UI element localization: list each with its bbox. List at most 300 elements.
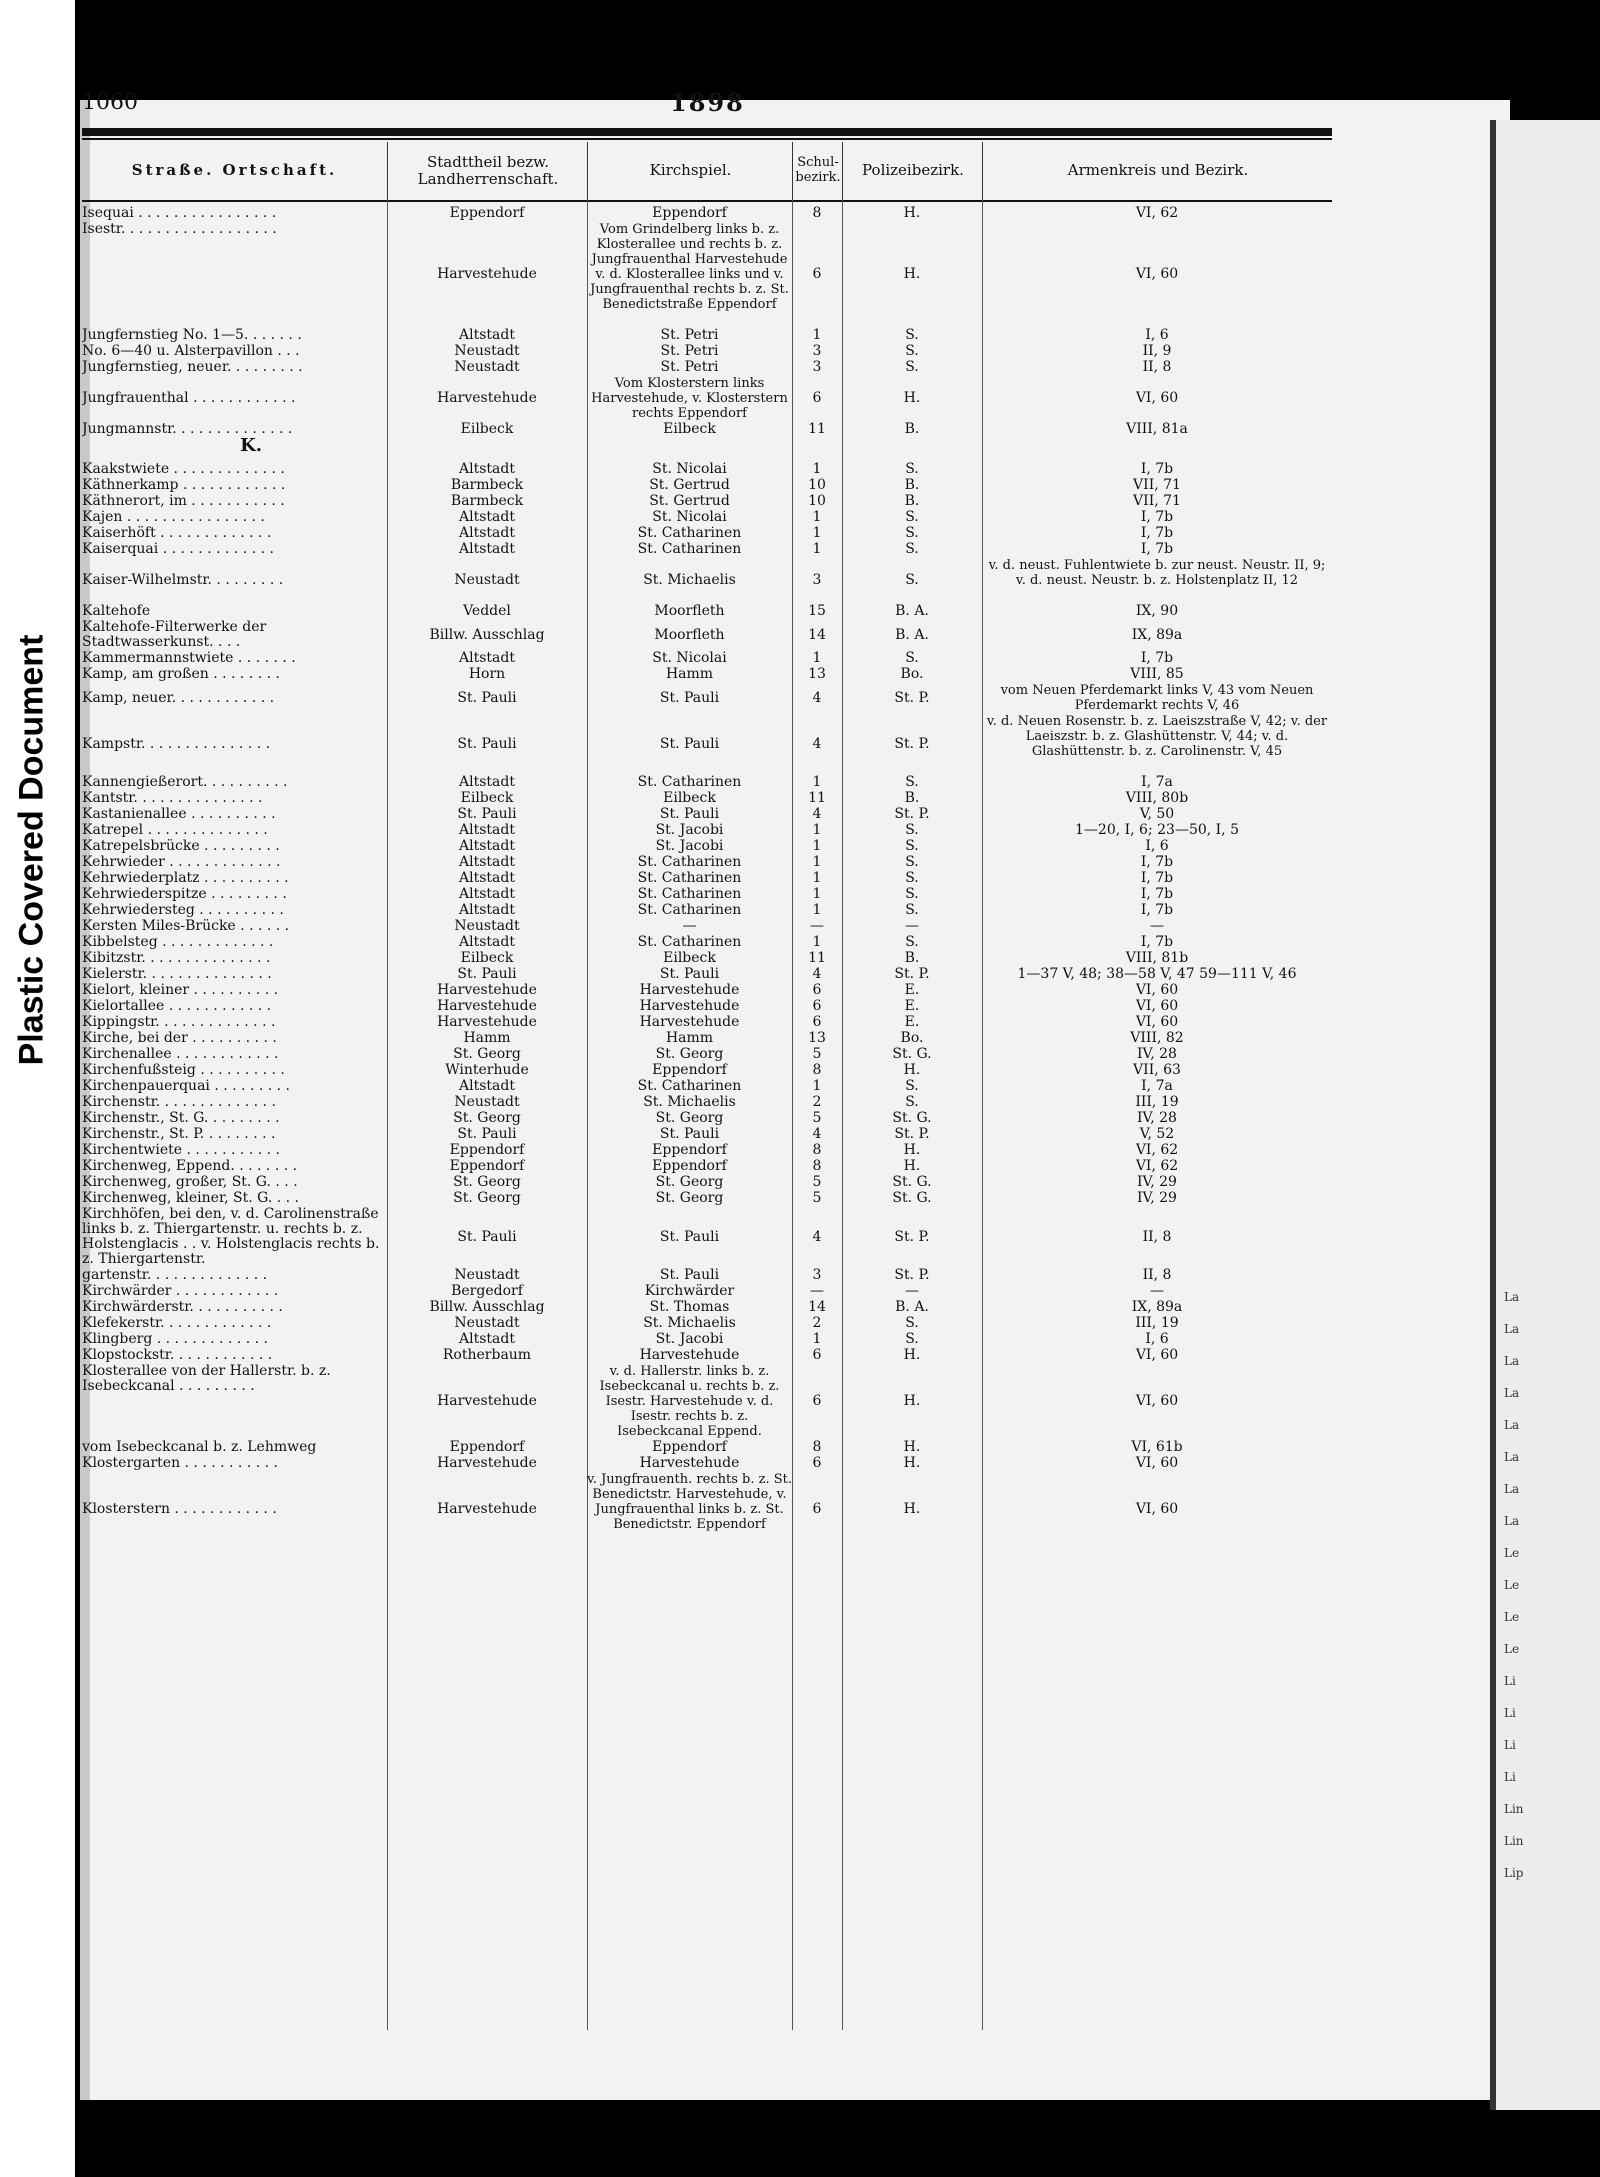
cell-school: 3 xyxy=(812,573,822,588)
cell-school: 8 xyxy=(812,1063,822,1078)
cell-poor: IV, 29 xyxy=(1137,1191,1177,1206)
section-letter xyxy=(82,438,1332,460)
table-row xyxy=(82,526,1332,541)
table-row xyxy=(82,1364,1332,1439)
cell-police: St. P. xyxy=(894,1229,930,1245)
cell-street: Käthnerort, im . . . . . . . . . . . xyxy=(82,494,285,509)
cell-street: Kielort, kleiner . . . . . . . . . . xyxy=(82,983,279,998)
cell-police: B. xyxy=(904,478,920,493)
cell-school: 1 xyxy=(812,839,822,854)
cell-poor: IX, 90 xyxy=(1135,604,1179,619)
cell-police: S. xyxy=(905,510,919,525)
cell-police: B. A. xyxy=(895,627,929,643)
cell-police: St. P. xyxy=(894,967,930,982)
table-row xyxy=(82,887,1332,902)
cell-street: Kirchenweg, Eppend. . . . . . . . xyxy=(82,1159,298,1174)
cell-street: Kirchenweg, kleiner, St. G. . . . xyxy=(82,1191,299,1206)
cell-district: Eilbeck xyxy=(460,422,514,437)
adjacent-page-fragment: Le xyxy=(1504,1642,1520,1656)
cell-district: Altstadt xyxy=(459,651,515,666)
cell-street: Kaltehofe-Filterwerke der Stadtwasserkunst. . . . xyxy=(82,620,267,650)
table-row xyxy=(82,1300,1332,1315)
adjacent-page-fragment: Lip xyxy=(1504,1866,1524,1880)
cell-police: E. xyxy=(904,983,920,998)
cell-district: Eilbeck xyxy=(460,951,514,966)
cell-parish: Harvestehude xyxy=(639,983,740,998)
cell-police: St. P. xyxy=(894,1268,930,1283)
cell-poor: 1—20, I, 6; 23—50, I, 5 xyxy=(1075,823,1239,838)
cell-parish: St. Pauli xyxy=(659,1268,720,1283)
cell-district: Barmbeck xyxy=(450,494,524,509)
cell-poor: VIII, 82 xyxy=(1130,1031,1184,1046)
cell-poor: v. d. neust. Fuhlentwiete b. zur neust. Neustr. II, 9; v. d. neust. Neustr. b. z. Holstenplatz II, 12 xyxy=(988,558,1326,588)
cell-poor: II, 9 xyxy=(1142,344,1172,359)
cell-police: S. xyxy=(905,1316,919,1331)
cell-poor: VI, 60 xyxy=(1135,267,1179,282)
cell-police: B. A. xyxy=(895,1300,929,1315)
table-row xyxy=(82,1079,1332,1094)
cell-poor: III, 19 xyxy=(1135,1095,1179,1110)
cell-street: Klopstockstr. . . . . . . . . . . . xyxy=(82,1348,273,1363)
cell-police: B. xyxy=(904,422,920,437)
cell-parish: St. Jacobi xyxy=(655,1332,724,1347)
cell-school: 8 xyxy=(812,206,822,221)
cell-school: 3 xyxy=(812,360,822,375)
table-row xyxy=(82,807,1332,822)
adjacent-page-fragment: Li xyxy=(1504,1738,1516,1752)
cell-street: Kastanienallee . . . . . . . . . . xyxy=(82,807,276,822)
table-row xyxy=(82,1015,1332,1030)
cell-street: Kamp, neuer. . . . . . . . . . . . xyxy=(82,690,275,706)
cell-street: Kehrwiederspitze . . . . . . . . . xyxy=(82,887,287,902)
cell-school: 8 xyxy=(812,1440,822,1455)
cell-district: St. Georg xyxy=(453,1175,521,1190)
cell-district: Altstadt xyxy=(459,462,515,477)
cell-police: S. xyxy=(905,903,919,918)
cell-street: Kaakstwiete . . . . . . . . . . . . . xyxy=(82,462,285,477)
cell-school: 6 xyxy=(812,999,822,1014)
header-rule xyxy=(82,128,1332,136)
cell-school: 1 xyxy=(812,775,822,790)
cell-poor: VI, 60 xyxy=(1135,1456,1179,1471)
table-row xyxy=(82,839,1332,854)
cell-school: 1 xyxy=(812,462,822,477)
cell-parish: St. Nicolai xyxy=(652,510,727,525)
cell-school: 13 xyxy=(808,1031,826,1046)
cell-police: S. xyxy=(905,887,919,902)
adjacent-page-fragment: Le xyxy=(1504,1578,1520,1592)
cell-poor: I, 7b xyxy=(1140,887,1174,902)
cell-poor: VI, 62 xyxy=(1135,206,1179,221)
cell-district: Altstadt xyxy=(459,1332,515,1347)
cell-street: Kajen . . . . . . . . . . . . . . . . xyxy=(82,510,265,525)
cell-school: 10 xyxy=(808,494,826,509)
cell-parish: St. Gertrud xyxy=(649,478,730,493)
cell-poor: I, 7b xyxy=(1140,542,1174,557)
cell-street: Klosterstern . . . . . . . . . . . . xyxy=(82,1502,277,1517)
cell-parish: Eppendorf xyxy=(652,1159,727,1174)
table-row xyxy=(82,478,1332,493)
cell-police: St. G. xyxy=(892,1191,932,1206)
cell-parish: Kirchwärder xyxy=(644,1284,735,1299)
cell-poor: v. d. Neuen Rosenstr. b. z. Laeiszstraße V, 42; v. der Laeiszstr. b. z. Glashüttenstr. V, 44; v. d. Glashüttenstr. b. z. Carolinenstr. V, 45 xyxy=(986,714,1328,759)
cell-district: Veddel xyxy=(463,604,511,619)
cell-police: S. xyxy=(905,1332,919,1347)
cell-district: Altstadt xyxy=(459,871,515,886)
cell-school: 1 xyxy=(812,542,822,557)
cell-police: H. xyxy=(903,206,921,221)
cell-school: 11 xyxy=(808,791,826,806)
table-row xyxy=(82,1284,1332,1299)
table-row xyxy=(82,1268,1332,1283)
cell-parish: St. Catharinen xyxy=(637,903,742,918)
adjacent-page-fragment: Li xyxy=(1504,1770,1516,1784)
cell-parish: St. Michaelis xyxy=(643,1316,736,1331)
cell-district: Harvestehude xyxy=(437,391,537,406)
cell-school: 13 xyxy=(808,667,826,682)
cell-school: 5 xyxy=(812,1047,822,1062)
cell-poor: I, 7b xyxy=(1140,871,1174,886)
cell-street: Kehrwieder . . . . . . . . . . . . . xyxy=(82,855,281,870)
cell-district: Neustadt xyxy=(454,1316,520,1331)
cell-parish: Eppendorf xyxy=(652,1440,727,1455)
cell-police: Bo. xyxy=(900,1031,924,1046)
cell-district: Harvestehude xyxy=(437,983,537,998)
cell-district: St. Pauli xyxy=(457,1229,517,1245)
cell-school: 5 xyxy=(812,1111,822,1126)
cell-school: 4 xyxy=(812,1127,822,1142)
cell-school: 14 xyxy=(808,1300,826,1315)
cell-police: B. xyxy=(904,494,920,509)
table-row xyxy=(82,206,1332,221)
cell-school: 1 xyxy=(812,935,822,950)
table-row xyxy=(82,775,1332,790)
cell-street: Kirchwärderstr. . . . . . . . . . . xyxy=(82,1300,283,1315)
cell-district: Bergedorf xyxy=(451,1284,523,1299)
cell-poor: — xyxy=(1150,1284,1164,1299)
cell-school: 6 xyxy=(812,1456,822,1471)
table-row xyxy=(82,1111,1332,1126)
cell-poor: VII, 63 xyxy=(1133,1063,1181,1078)
cell-parish: St. Pauli xyxy=(659,1127,720,1142)
cell-parish: Harvestehude xyxy=(639,1015,740,1030)
cell-parish: Eppendorf xyxy=(652,1143,727,1158)
cell-street: Kaiserquai . . . . . . . . . . . . . xyxy=(82,542,274,557)
cell-poor: I, 7b xyxy=(1140,903,1174,918)
cell-district: Altstadt xyxy=(459,542,515,557)
cell-parish: St. Pauli xyxy=(659,690,720,706)
cell-school: 1 xyxy=(812,1079,822,1094)
cell-street: Kirchenstr., St. P. . . . . . . . . xyxy=(82,1127,276,1142)
cell-school: 4 xyxy=(812,967,822,982)
table-row xyxy=(82,903,1332,918)
table-row xyxy=(82,542,1332,557)
table-row xyxy=(82,494,1332,509)
cell-police: Bo. xyxy=(900,667,924,682)
table-row xyxy=(82,951,1332,966)
table-row xyxy=(82,462,1332,477)
cell-street: Kippingstr. . . . . . . . . . . . . . xyxy=(82,1015,276,1030)
cell-school: 6 xyxy=(812,1015,822,1030)
cell-poor: — xyxy=(1150,919,1164,934)
cell-police: H. xyxy=(903,1440,921,1455)
cell-street: Jungmannstr. . . . . . . . . . . . . . xyxy=(82,422,293,437)
cell-school: 1 xyxy=(812,823,822,838)
cell-street: Kaiser-Wilhelmstr. . . . . . . . . xyxy=(82,573,284,588)
header-street: Straße. Ortschaft. xyxy=(131,161,338,180)
cell-parish: Vom Klosterstern links Harvestehude, v. Klosterstern rechts Eppendorf xyxy=(591,376,788,421)
cell-street: Klostergarten . . . . . . . . . . . xyxy=(82,1456,278,1471)
cell-street: Kielerstr. . . . . . . . . . . . . . . xyxy=(82,967,272,982)
cell-district: Eppendorf xyxy=(449,1159,525,1174)
cell-street: Klosterallee von der Hallerstr. b. z. Isebeckcanal . . . . . . . . . xyxy=(82,1364,331,1394)
adjacent-page-fragment: La xyxy=(1504,1482,1520,1496)
table-row xyxy=(82,344,1332,359)
table-row xyxy=(82,360,1332,375)
cell-police: — xyxy=(905,919,919,934)
cell-school: 14 xyxy=(808,627,826,643)
cell-street: Katrepelsbrücke . . . . . . . . . xyxy=(82,839,280,854)
cell-school: 11 xyxy=(808,951,826,966)
cell-street: Kibbelsteg . . . . . . . . . . . . . xyxy=(82,935,274,950)
cell-police: S. xyxy=(905,526,919,541)
cell-district: Harvestehude xyxy=(437,267,537,282)
cell-police: H. xyxy=(903,1348,921,1363)
cell-poor: vom Neuen Pferdemarkt links V, 43 vom Neuen Pferdemarkt rechts V, 46 xyxy=(1000,683,1314,713)
table-row xyxy=(82,1472,1332,1547)
cell-street: Kirchenpauerquai . . . . . . . . . xyxy=(82,1079,290,1094)
cell-district: St. Pauli xyxy=(457,1127,517,1142)
table-row xyxy=(82,1191,1332,1206)
cell-school: 6 xyxy=(812,1348,822,1363)
cell-poor: VI, 60 xyxy=(1135,999,1179,1014)
cell-poor: V, 50 xyxy=(1139,807,1175,822)
cell-street: Kaltehofe xyxy=(82,604,151,619)
cell-poor: VI, 60 xyxy=(1135,391,1179,406)
cell-district: Hamm xyxy=(463,1031,511,1046)
cell-parish: Harvestehude xyxy=(639,1456,740,1471)
cell-street: Kamp, am großen . . . . . . . . xyxy=(82,667,280,682)
cell-parish: St. Michaelis xyxy=(643,1095,736,1110)
table-row xyxy=(82,967,1332,982)
cell-parish: St. Pauli xyxy=(659,736,720,752)
cell-poor: IX, 89a xyxy=(1131,1300,1183,1315)
cell-district: St. Pauli xyxy=(457,690,517,706)
cell-school: 5 xyxy=(812,1191,822,1206)
cell-school: 1 xyxy=(812,328,822,343)
cell-poor: VIII, 81a xyxy=(1126,422,1188,437)
side-label: Plastic Covered Document xyxy=(12,634,51,1066)
cell-police: S. xyxy=(905,360,919,375)
cell-police: B. xyxy=(904,951,920,966)
cell-street: Klefekerstr. . . . . . . . . . . . . xyxy=(82,1316,272,1331)
cell-poor: IV, 28 xyxy=(1137,1047,1177,1062)
cell-police: E. xyxy=(904,1015,920,1030)
table-row xyxy=(82,1031,1332,1046)
cell-district: Altstadt xyxy=(459,328,515,343)
cell-poor: I, 7b xyxy=(1140,526,1174,541)
cell-district: St. Georg xyxy=(453,1047,521,1062)
adjacent-page-fragment: La xyxy=(1504,1514,1520,1528)
header-district: Stadttheil bezw. Landherrenschaft. xyxy=(387,142,588,200)
cell-school: 1 xyxy=(812,855,822,870)
cell-parish: v. d. Hallerstr. links b. z. Isebeckcanal u. rechts b. z. Isestr. Harvestehude v. d. Isestr. rechts b. z. Isebeckcanal Eppend. xyxy=(599,1364,780,1439)
cell-street: Kirchenstr., St. G. . . . . . . . . xyxy=(82,1111,280,1126)
table-row xyxy=(82,422,1332,437)
cell-district: Neustadt xyxy=(454,344,520,359)
cell-district: Neustadt xyxy=(454,573,520,588)
cell-school: 6 xyxy=(812,1394,822,1409)
table-row xyxy=(82,1063,1332,1078)
cell-poor: IX, 89a xyxy=(1131,627,1183,643)
cell-street: Jungfernstieg No. 1—5. . . . . . . xyxy=(82,328,302,343)
cell-school: 4 xyxy=(812,1229,822,1245)
table-row xyxy=(82,919,1332,934)
cell-street: vom Isebeckcanal b. z. Lehmweg xyxy=(82,1440,317,1455)
cell-street: Katrepel . . . . . . . . . . . . . . xyxy=(82,823,268,838)
cell-school: 1 xyxy=(812,651,822,666)
cell-school: 5 xyxy=(812,1175,822,1190)
cell-district: Billw. Ausschlag xyxy=(429,627,545,643)
table-row xyxy=(82,999,1332,1014)
cell-school: 1 xyxy=(812,510,822,525)
cell-poor: I, 7b xyxy=(1140,855,1174,870)
table-row xyxy=(82,1047,1332,1062)
cell-street: Kirche, bei der . . . . . . . . . . xyxy=(82,1031,277,1046)
cell-parish: St. Catharinen xyxy=(637,871,742,886)
cell-district: Altstadt xyxy=(459,1079,515,1094)
cell-street: Kibitzstr. . . . . . . . . . . . . . . xyxy=(82,951,271,966)
cell-parish: St. Pauli xyxy=(659,807,720,822)
cell-police: H. xyxy=(903,1063,921,1078)
cell-street: Kannengießerort. . . . . . . . . . xyxy=(82,775,288,790)
cell-poor: I, 7b xyxy=(1140,935,1174,950)
cell-police: S. xyxy=(905,1095,919,1110)
adjacent-page-fragment: Le xyxy=(1504,1546,1520,1560)
cell-street: Kammermannstwiete . . . . . . . xyxy=(82,651,296,666)
cell-district: Altstadt xyxy=(459,775,515,790)
cell-police: S. xyxy=(905,344,919,359)
cell-poor: 1—37 V, 48; 38—58 V, 47 59—111 V, 46 xyxy=(1017,967,1297,982)
cell-district: St. Pauli xyxy=(457,736,517,752)
table-row xyxy=(82,1316,1332,1331)
header-rule-thin xyxy=(82,138,1332,140)
section-letter-label: K. xyxy=(240,438,262,453)
table-row xyxy=(82,222,1332,327)
cell-street: Isestr. . . . . . . . . . . . . . . . . . xyxy=(82,222,277,237)
cell-poor: III, 19 xyxy=(1135,1316,1179,1331)
cell-street: Klingberg . . . . . . . . . . . . . xyxy=(82,1332,268,1347)
cell-street: Kaiserhöft . . . . . . . . . . . . . xyxy=(82,526,272,541)
cell-school: 1 xyxy=(812,903,822,918)
cell-district: Harvestehude xyxy=(437,1456,537,1471)
cell-school: 6 xyxy=(812,1502,822,1517)
cell-street: Kirchenweg, großer, St. G. . . . xyxy=(82,1175,298,1190)
cell-poor: I, 6 xyxy=(1145,839,1169,854)
adjacent-page-fragment: Lin xyxy=(1504,1802,1524,1816)
cell-police: H. xyxy=(903,1143,921,1158)
cell-street: Kehrwiederplatz . . . . . . . . . . xyxy=(82,871,289,886)
cell-parish: St. Michaelis xyxy=(643,573,736,588)
cell-parish: St. Catharinen xyxy=(637,775,742,790)
cell-school: — xyxy=(810,919,824,934)
cell-district: Altstadt xyxy=(459,935,515,950)
table-row xyxy=(82,1143,1332,1158)
cell-poor: II, 8 xyxy=(1142,360,1172,375)
table-row xyxy=(82,620,1332,650)
table-row xyxy=(82,1175,1332,1190)
cell-police: S. xyxy=(905,573,919,588)
table-row xyxy=(82,1348,1332,1363)
cell-police: St. P. xyxy=(894,736,930,752)
cell-police: S. xyxy=(905,871,919,886)
cell-school: 1 xyxy=(812,887,822,902)
cell-district: St. Georg xyxy=(453,1191,521,1206)
cell-poor: II, 8 xyxy=(1142,1229,1172,1245)
cell-poor: IV, 29 xyxy=(1137,1175,1177,1190)
cell-street: Kirchenallee . . . . . . . . . . . . xyxy=(82,1047,279,1062)
cell-parish: Harvestehude xyxy=(639,1348,740,1363)
cell-district: Billw. Ausschlag xyxy=(429,1300,545,1315)
table-row xyxy=(82,651,1332,666)
cell-poor: V, 52 xyxy=(1139,1127,1175,1142)
cell-parish: St. Petri xyxy=(660,328,719,343)
cell-street: Kirchentwiete . . . . . . . . . . . xyxy=(82,1143,280,1158)
cell-street: Kampstr. . . . . . . . . . . . . . . xyxy=(82,736,271,752)
cell-police: S. xyxy=(905,328,919,343)
adjacent-page-edge xyxy=(1490,120,1600,2110)
cell-poor: VII, 71 xyxy=(1133,494,1181,509)
cell-school: 2 xyxy=(812,1095,822,1110)
cell-poor: IV, 28 xyxy=(1137,1111,1177,1126)
adjacent-page-fragment: Li xyxy=(1504,1706,1516,1720)
cell-poor: VI, 62 xyxy=(1135,1159,1179,1174)
adjacent-page-fragment: La xyxy=(1504,1386,1520,1400)
cell-district: Eppendorf xyxy=(449,1143,525,1158)
cell-district: Neustadt xyxy=(454,1095,520,1110)
cell-parish: St. Catharinen xyxy=(637,526,742,541)
cell-poor: VI, 60 xyxy=(1135,1394,1179,1409)
cell-poor: VII, 71 xyxy=(1133,478,1181,493)
cell-school: 8 xyxy=(812,1159,822,1174)
table-row xyxy=(82,935,1332,950)
cell-police: H. xyxy=(903,1456,921,1471)
cell-poor: I, 6 xyxy=(1145,328,1169,343)
cell-parish: St. Pauli xyxy=(659,967,720,982)
header-police: Polizeibezirk. xyxy=(842,142,983,200)
cell-parish: St. Catharinen xyxy=(637,855,742,870)
table-row xyxy=(82,1159,1332,1174)
cell-parish: St. Jacobi xyxy=(655,839,724,854)
cell-district: Harvestehude xyxy=(437,1394,537,1409)
cell-police: H. xyxy=(903,267,921,282)
table-row xyxy=(82,1332,1332,1347)
cell-district: Horn xyxy=(468,667,506,682)
cell-street: No. 6—40 u. Alsterpavillon . . . xyxy=(82,344,300,359)
cell-police: St. G. xyxy=(892,1175,932,1190)
cell-district: Eppendorf xyxy=(449,1440,525,1455)
cell-parish: v. Jungfrauenth. rechts b. z. St. Benedictstr. Harvestehude, v. Jungfrauenthal links b. z. St. Benedictstr. Eppendorf xyxy=(587,1472,792,1532)
cell-parish: St. Petri xyxy=(660,360,719,375)
cell-school: 3 xyxy=(812,1268,822,1283)
cell-parish: St. Georg xyxy=(655,1047,724,1062)
cell-parish: Hamm xyxy=(665,1031,714,1046)
cell-school: 1 xyxy=(812,1332,822,1347)
cell-street: Jungfrauenthal . . . . . . . . . . . . xyxy=(82,391,296,406)
table-row xyxy=(82,604,1332,619)
cell-district: Harvestehude xyxy=(437,1015,537,1030)
cell-police: S. xyxy=(905,651,919,666)
